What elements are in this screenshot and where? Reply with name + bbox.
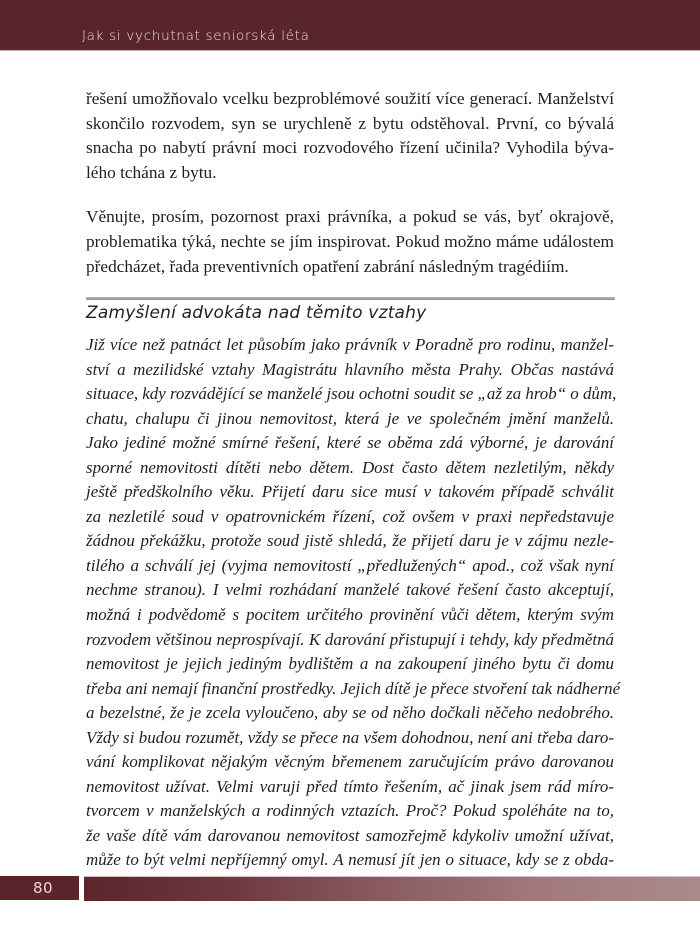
text-line: může to být velmi nepříjemný omyl. A nemusí jít jen o situace, kdy se z obda- <box>86 850 614 870</box>
text-line: ještě předškolního věku. Přijetí daru sice musí v takovém případě schválit <box>86 482 614 502</box>
footer-gradient-bar <box>84 876 700 901</box>
text-line: vání komplikovat nějakým věcným břemenem zaručujícím právo darovanou <box>86 752 614 772</box>
section-divider <box>86 297 615 300</box>
text-line: ství a mezilidské vztahy Magistrátu hlavního města Prahy. Občas nastává <box>86 359 614 379</box>
text-line: problematika týká, nechte se jím inspirovat. Pokud možno máme událostem <box>86 231 614 251</box>
intro-text <box>86 87 614 279</box>
text-line: skončilo rozvodem, syn se urychleně z bytu odstěhoval. První, co bývalá <box>86 113 614 133</box>
paragraph-2 <box>86 205 614 279</box>
text-line: řešení umožňovalo vcelku bezproblémové soužití více generací. Manželství <box>86 89 614 108</box>
paragraph-1 <box>86 87 614 185</box>
text-line: Již více než patnáct let působím jako právník v Poradně pro rodinu, manžel- <box>86 335 614 354</box>
text-line: rozvodem většinou neprospívají. K darování přistupují i tehdy, kdy předmětná <box>86 629 614 649</box>
text-line: chatu, chalupu či jinou nemovitost, která je ve společném jmění manželů. <box>86 408 614 428</box>
text-line: sporné nemovitosti dítěti nebo dětem. Dost často dětem nezletilým, někdy <box>86 457 614 477</box>
text-line: žádnou překážku, protože soud jistě shledá, že přijetí daru je v zájmu nezle- <box>86 531 614 551</box>
text-line: Jako jediné možné smírné řešení, které se oběma zdá výborné, je darování <box>86 433 614 453</box>
text-line: třeba ani nemají finanční prostředky. Jejich dítě je přece stvoření tak nádherné <box>86 678 621 698</box>
text-line: že vaše dítě vám darovanou nemovitost samozřejmě kdykoliv umožní užívat, <box>86 825 614 845</box>
text-line: nemovitost užívat. Velmi varuji před tímto řešením, ač jinak jsem rád míro- <box>86 776 614 796</box>
section-body <box>86 333 621 898</box>
text-line: nemovitost je jejich jediným bydlištěm a na zakoupení jiného bytu či domu <box>86 654 614 674</box>
section-heading: Zamyšlení advokáta nad těmito vztahy <box>86 303 427 323</box>
text-line: a bezelstné, že je zcela vyloučeno, aby se od něho dočkali něčeho nedobrého. <box>86 703 614 723</box>
running-header <box>0 0 700 51</box>
text-line: za nezletilé soud v opatrovnickém řízení, což ovšem v praxi nepředstavuje <box>86 506 614 526</box>
text-line: možná i podvědomě s pocitem určitého provinění vůči dětem, kterým svým <box>86 605 614 625</box>
text-line: snacha po nabytí právní moci rozvodového řízení učinila? Vyhodila býva- <box>86 138 614 158</box>
page-number-box <box>0 876 79 900</box>
text-line: předcházet, řada preventivních opatření zabrání následným tragédiím. <box>86 256 569 276</box>
text-line: tilého a schválí jej (vyjma nemovitostí „předlužených“ apod., což však nyní <box>86 555 614 575</box>
text-line: Věnujte, prosím, pozornost praxi právníka, a pokud se vás, byť okrajově, <box>86 207 614 227</box>
text-line: tvorcem v manželských a rodinných vztazích. Proč? Pokud spoléháte na to, <box>86 801 614 821</box>
book-title: Jak si vychutnat seniorská léta <box>82 28 310 44</box>
text-line: Vždy si budou rozumět, vždy se přece na všem dohodnou, není ani třeba daro- <box>86 727 614 747</box>
text-line: situace, kdy rozvádějící se manželé jsou ochotni soudit se „až za hrob“ o dům, <box>86 384 617 404</box>
text-line: lého tchána z bytu. <box>86 162 217 182</box>
page-number: 80 <box>33 879 54 897</box>
text-line: nechme stranou). I velmi rozhádaní manželé takové řešení často akceptují, <box>86 580 614 600</box>
